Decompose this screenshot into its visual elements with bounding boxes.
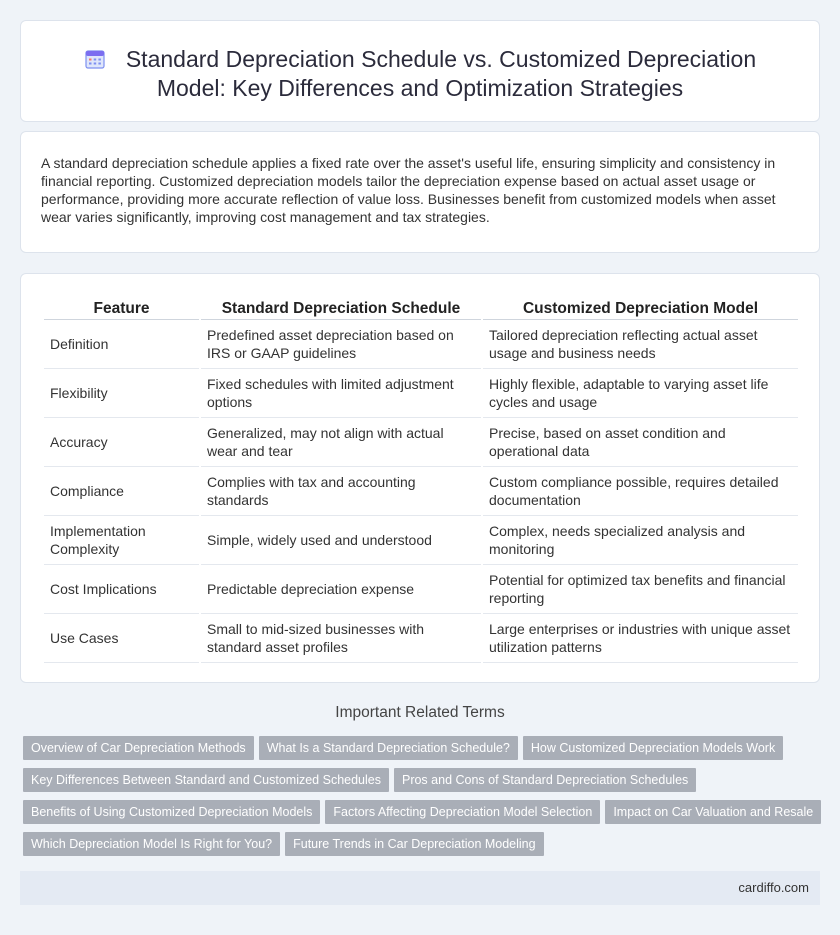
table-cell: Small to mid-sized businesses with standard asset profiles (201, 614, 481, 663)
related-terms-heading: Important Related Terms (335, 704, 505, 721)
table-cell: Accuracy (44, 418, 199, 467)
tag-row (23, 800, 813, 832)
intro-paragraph: A standard depreciation schedule applies a fixed rate over the asset's useful life, ensuring simplicity and consistency in financial reporting. Customized depreciation models tailor the depreciation expense based on actual asset usage or performance, providing more accurate reflection of value loss. Businesses benefit from customized models when asset wear varies significantly, improving cost management and tax strategies. (41, 155, 776, 225)
related-terms-list (23, 736, 813, 864)
related-term-link[interactable]: Benefits of Using Customized Depreciation Models (23, 800, 320, 824)
table-row (44, 320, 798, 369)
table-cell: Custom compliance possible, requires detailed documentation (483, 467, 798, 516)
table-cell: Cost Implications (44, 565, 199, 614)
table-cell: Flexibility (44, 369, 199, 418)
table-cell: Large enterprises or industries with unique asset utilization patterns (483, 614, 798, 663)
column-header-standard: Standard Depreciation Schedule (201, 298, 481, 320)
related-term-link[interactable]: Overview of Car Depreciation Methods (23, 736, 254, 760)
title-line-1: Standard Depreciation Schedule vs. Customized Depreciation (125, 46, 757, 72)
table-cell: Complies with tax and accounting standards (201, 467, 481, 516)
table-cell: Compliance (44, 467, 199, 516)
footer-site-link[interactable]: cardiffo.com (738, 880, 809, 895)
related-term-link[interactable]: How Customized Depreciation Models Work (523, 736, 783, 760)
related-term-link[interactable]: Which Depreciation Model Is Right for You? (23, 832, 280, 856)
related-term-link[interactable]: Key Differences Between Standard and Customized Schedules (23, 768, 389, 792)
table-cell: Simple, widely used and understood (201, 516, 481, 565)
tag-row (23, 832, 813, 864)
table-header-row (44, 298, 798, 320)
table-cell: Predictable depreciation expense (201, 565, 481, 614)
related-term-link[interactable]: Future Trends in Car Depreciation Modeling (285, 832, 543, 856)
related-term-link[interactable]: Impact on Car Valuation and Resale (605, 800, 821, 824)
comparison-table (42, 298, 800, 663)
table-row (44, 418, 798, 467)
column-header-feature: Feature (44, 298, 199, 320)
table-cell: Predefined asset depreciation based on IRS or GAAP guidelines (201, 320, 481, 369)
table-row (44, 369, 798, 418)
column-header-customized: Customized Depreciation Model (483, 298, 798, 320)
table-cell: Fixed schedules with limited adjustment options (201, 369, 481, 418)
table-cell: Use Cases (44, 614, 199, 663)
table-cell: Precise, based on asset condition and operational data (483, 418, 798, 467)
table-cell: Generalized, may not align with actual wear and tear (201, 418, 481, 467)
table-row (44, 614, 798, 663)
table-cell: Tailored depreciation reflecting actual asset usage and business needs (483, 320, 798, 369)
table-row (44, 516, 798, 565)
table-cell: Potential for optimized tax benefits and financial reporting (483, 565, 798, 614)
comparison-card (20, 273, 820, 683)
table-cell: Definition (44, 320, 199, 369)
tag-row (23, 736, 813, 768)
table-cell: Complex, needs specialized analysis and monitoring (483, 516, 798, 565)
related-term-link[interactable]: Factors Affecting Depreciation Model Selection (325, 800, 600, 824)
table-row (44, 467, 798, 516)
table-cell: Implementation Complexity (44, 516, 199, 565)
related-term-link[interactable]: What Is a Standard Depreciation Schedule? (259, 736, 518, 760)
title-line-2: Model: Key Differences and Optimization Strategies (156, 75, 684, 101)
intro-card (20, 131, 820, 253)
table-cell: Highly flexible, adaptable to varying asset life cycles and usage (483, 369, 798, 418)
table-row (44, 565, 798, 614)
footer (20, 871, 820, 905)
calendar-icon (84, 48, 106, 70)
title-card (20, 20, 820, 122)
tag-row (23, 768, 813, 800)
related-term-link[interactable]: Pros and Cons of Standard Depreciation Schedules (394, 768, 696, 792)
page-title (21, 45, 819, 103)
